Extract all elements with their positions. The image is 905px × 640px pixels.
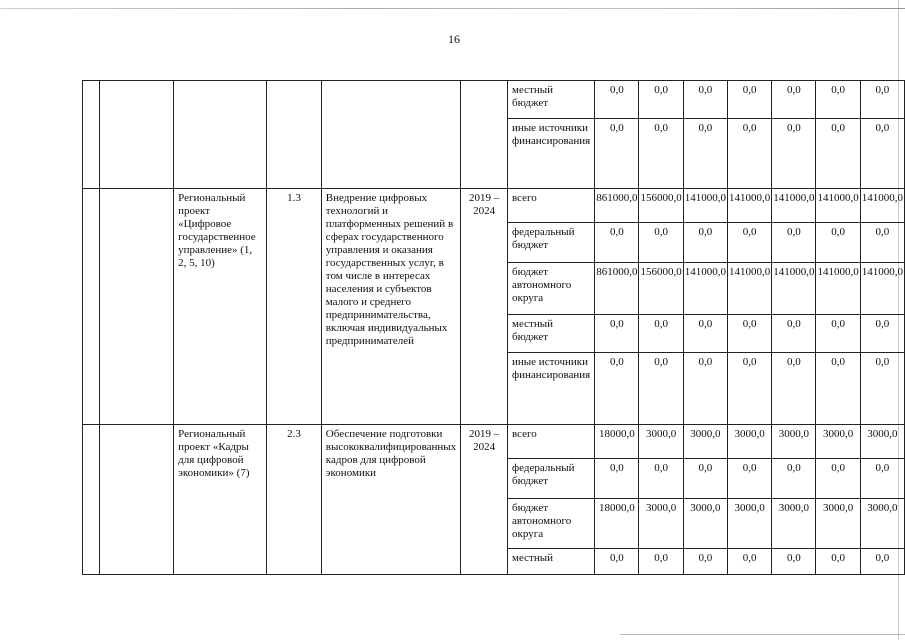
value-cell: 0,0 xyxy=(727,223,771,263)
value-cell: 0,0 xyxy=(639,81,683,119)
value-cell: 141000,0 xyxy=(772,189,816,223)
value-cell: 0,0 xyxy=(595,81,639,119)
value-cell: 0,0 xyxy=(639,119,683,189)
empty-cell xyxy=(461,81,508,189)
value-cell: 0,0 xyxy=(639,549,683,575)
empty-cell xyxy=(83,81,100,189)
funding-source: иные источники финансирования xyxy=(508,119,595,189)
value-cell: 0,0 xyxy=(727,459,771,499)
value-cell: 141000,0 xyxy=(683,189,727,223)
value-cell: 0,0 xyxy=(860,81,904,119)
value-cell: 141000,0 xyxy=(727,263,771,315)
value-cell: 0,0 xyxy=(727,119,771,189)
value-cell: 0,0 xyxy=(860,223,904,263)
value-cell: 18000,0 xyxy=(595,425,639,459)
value-cell: 0,0 xyxy=(772,549,816,575)
value-cell: 141000,0 xyxy=(816,263,860,315)
value-cell: 141000,0 xyxy=(772,263,816,315)
value-cell: 0,0 xyxy=(595,119,639,189)
funding-source: федеральный бюджет xyxy=(508,459,595,499)
value-cell: 0,0 xyxy=(816,119,860,189)
value-cell: 0,0 xyxy=(816,315,860,353)
project-number: 1.3 xyxy=(267,189,322,425)
value-cell: 0,0 xyxy=(683,315,727,353)
value-cell: 0,0 xyxy=(595,459,639,499)
value-cell: 0,0 xyxy=(639,315,683,353)
value-cell: 3000,0 xyxy=(860,425,904,459)
value-cell: 0,0 xyxy=(727,549,771,575)
value-cell: 0,0 xyxy=(772,81,816,119)
value-cell: 0,0 xyxy=(772,353,816,425)
value-cell: 141000,0 xyxy=(860,263,904,315)
value-cell: 0,0 xyxy=(816,353,860,425)
value-cell: 141000,0 xyxy=(816,189,860,223)
funding-source: бюджет автономного округа xyxy=(508,499,595,549)
funding-source: местный бюджет xyxy=(508,81,595,119)
value-cell: 861000,0 xyxy=(595,263,639,315)
empty-cell xyxy=(99,189,173,425)
value-cell: 141000,0 xyxy=(683,263,727,315)
value-cell: 0,0 xyxy=(772,119,816,189)
empty-cell xyxy=(99,81,173,189)
value-cell: 0,0 xyxy=(683,223,727,263)
funding-source: бюджет автономного округа xyxy=(508,263,595,315)
value-cell: 3000,0 xyxy=(816,425,860,459)
value-cell: 0,0 xyxy=(595,549,639,575)
value-cell: 0,0 xyxy=(683,81,727,119)
value-cell: 0,0 xyxy=(639,223,683,263)
value-cell: 3000,0 xyxy=(772,425,816,459)
project-event: Обеспечение подготовки высококвалифицированных кадров для цифровой экономики xyxy=(321,425,460,575)
funding-source: местный xyxy=(508,549,595,575)
value-cell: 0,0 xyxy=(683,549,727,575)
value-cell: 3000,0 xyxy=(683,499,727,549)
scan-edge-bottom xyxy=(620,634,905,635)
value-cell: 0,0 xyxy=(772,315,816,353)
value-cell: 0,0 xyxy=(595,353,639,425)
value-cell: 0,0 xyxy=(683,353,727,425)
value-cell: 861000,0 xyxy=(595,189,639,223)
empty-cell xyxy=(267,81,322,189)
project-name: Региональный проект «Цифровое государственное управление» (1, 2, 5, 10) xyxy=(174,189,267,425)
table-row xyxy=(83,81,905,119)
value-cell: 0,0 xyxy=(860,459,904,499)
value-cell: 0,0 xyxy=(816,81,860,119)
value-cell: 0,0 xyxy=(816,549,860,575)
value-cell: 0,0 xyxy=(860,315,904,353)
value-cell: 141000,0 xyxy=(860,189,904,223)
value-cell: 0,0 xyxy=(595,315,639,353)
funding-source: федеральный бюджет xyxy=(508,223,595,263)
value-cell: 3000,0 xyxy=(727,425,771,459)
project-event: Внедрение цифровых технологий и платформенных решений в сферах государственного управления и оказания государственных услуг, в том числе в интересах населения и субъектов малого и среднего предпринимательства, включая индивидуальных предпринимателей xyxy=(321,189,460,425)
value-cell: 0,0 xyxy=(727,353,771,425)
project-period: 2019 – 2024 xyxy=(461,425,508,575)
funding-source: местный бюджет xyxy=(508,315,595,353)
scan-edge-top xyxy=(0,8,905,9)
table-row xyxy=(83,425,905,459)
empty-cell xyxy=(99,425,173,575)
page-number: 16 xyxy=(448,32,460,46)
project-number: 2.3 xyxy=(267,425,322,575)
empty-cell xyxy=(321,81,460,189)
value-cell: 0,0 xyxy=(860,119,904,189)
funding-source: иные источники финансирования xyxy=(508,353,595,425)
value-cell: 3000,0 xyxy=(639,425,683,459)
project-name: Региональный проект «Кадры для цифровой экономики» (7) xyxy=(174,425,267,575)
value-cell: 18000,0 xyxy=(595,499,639,549)
table-row xyxy=(83,189,905,223)
value-cell: 0,0 xyxy=(639,459,683,499)
value-cell: 3000,0 xyxy=(683,425,727,459)
empty-cell xyxy=(83,425,100,575)
value-cell: 3000,0 xyxy=(772,499,816,549)
value-cell: 0,0 xyxy=(860,549,904,575)
value-cell: 3000,0 xyxy=(727,499,771,549)
funding-table xyxy=(82,80,905,575)
value-cell: 0,0 xyxy=(772,459,816,499)
value-cell: 3000,0 xyxy=(639,499,683,549)
value-cell: 141000,0 xyxy=(727,189,771,223)
value-cell: 0,0 xyxy=(727,315,771,353)
value-cell: 0,0 xyxy=(595,223,639,263)
value-cell: 156000,0 xyxy=(639,189,683,223)
empty-cell xyxy=(174,81,267,189)
value-cell: 0,0 xyxy=(860,353,904,425)
empty-cell xyxy=(83,189,100,425)
value-cell: 0,0 xyxy=(816,459,860,499)
value-cell: 3000,0 xyxy=(816,499,860,549)
value-cell: 0,0 xyxy=(772,223,816,263)
value-cell: 156000,0 xyxy=(639,263,683,315)
value-cell: 3000,0 xyxy=(860,499,904,549)
value-cell: 0,0 xyxy=(639,353,683,425)
project-period: 2019 – 2024 xyxy=(461,189,508,425)
value-cell: 0,0 xyxy=(683,119,727,189)
value-cell: 0,0 xyxy=(683,459,727,499)
funding-source: всего xyxy=(508,425,595,459)
value-cell: 0,0 xyxy=(816,223,860,263)
funding-source: всего xyxy=(508,189,595,223)
value-cell: 0,0 xyxy=(727,81,771,119)
